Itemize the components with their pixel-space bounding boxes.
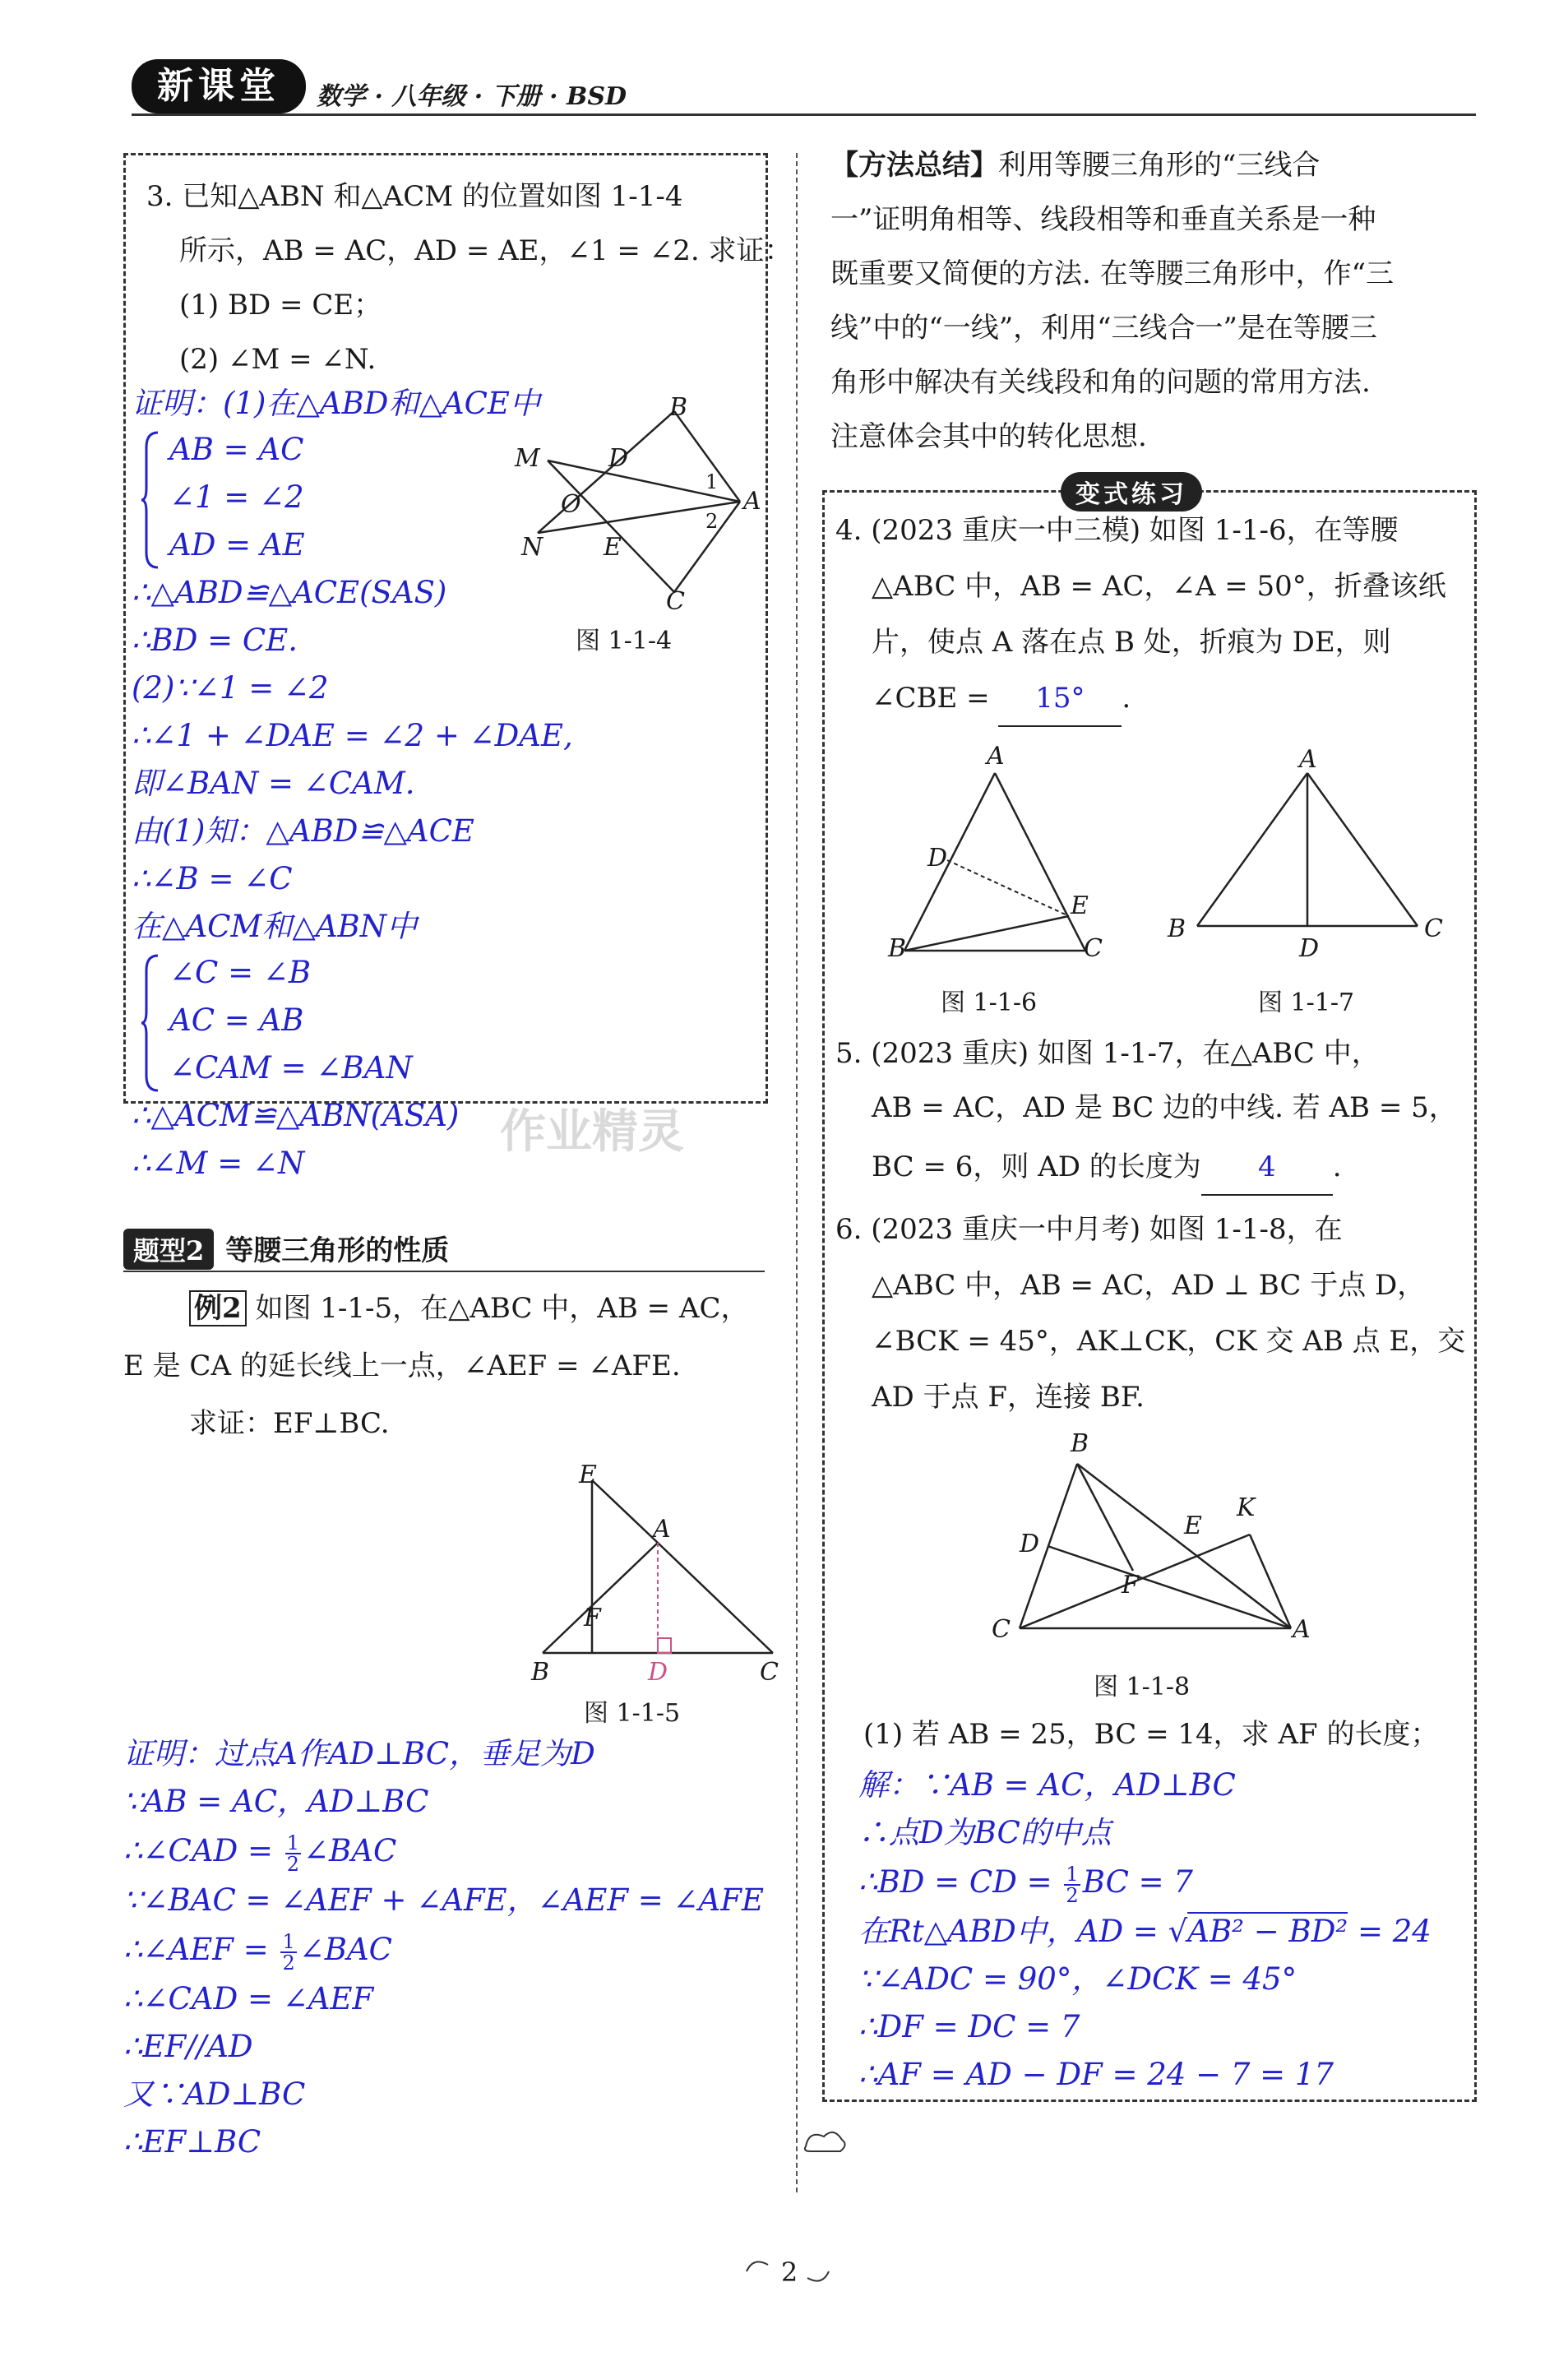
sol6-text: 在Rt△ABD中，AD = xyxy=(858,1914,1168,1949)
fig114-label: 1 xyxy=(705,470,719,493)
proof3-line: 由(1)知：△ABD≌△ACE xyxy=(132,813,474,849)
fig115-label: D xyxy=(648,1658,668,1687)
figure-caption: 图 1-1-5 xyxy=(584,1699,681,1728)
method-text: 利用等腰三角形的“三线合 xyxy=(998,149,1321,182)
proof3-line: ∴∠1 + ∠DAE = ∠2 + ∠DAE, xyxy=(132,718,573,753)
q4-line: ∠CBE = 15° . xyxy=(872,671,1131,727)
fig118-label: B xyxy=(1071,1429,1089,1458)
column-divider xyxy=(796,153,798,2192)
fig116-label: C xyxy=(1084,934,1103,963)
sol6-line: ∵∠ADC = 90°，∠DCK = 45° xyxy=(858,1961,1297,1997)
fig118-label: E xyxy=(1184,1512,1202,1540)
proof2-line xyxy=(123,1926,392,1974)
q6-line: △ABC 中，AB = AC，AD ⊥ BC 于点 D， xyxy=(872,1269,1426,1302)
fig114-label: D xyxy=(608,444,629,473)
sol6-line: ∴点D为BC的中点 xyxy=(858,1815,1112,1850)
fig114-label: E xyxy=(604,533,622,562)
q4-answer: 15° xyxy=(998,671,1122,727)
q3-line4: (2) ∠M = ∠N. xyxy=(179,343,377,376)
proof3-line: AC = AB xyxy=(169,1002,304,1038)
q3-line1: 3. 已知△ABN 和△ACM 的位置如图 1-1-4 xyxy=(146,180,683,213)
proof2-text: ∠BAC xyxy=(298,1932,392,1967)
fraction: $\frac{1}{2}$ xyxy=(1066,1862,1079,1907)
proof3-line: AD = AE xyxy=(169,527,305,562)
q4-text: ∠CBE = xyxy=(872,682,999,715)
q3-line2: 所示，AB = AC，AD = AE，∠1 = ∠2. 求证： xyxy=(179,234,793,267)
example-2-line1 xyxy=(189,1281,749,1336)
fraction: $\frac{1}{2}$ xyxy=(286,1831,300,1876)
fig117-label: B xyxy=(1168,914,1186,943)
figure-1-1-6 xyxy=(888,740,1102,970)
fig114-label: M xyxy=(515,444,540,473)
proof3-line: ∴BD = CE. xyxy=(132,623,298,658)
q6-line: ∠BCK = 45°，AK⊥CK，CK 交 AB 点 E，交 xyxy=(872,1325,1466,1358)
fig117-label: C xyxy=(1424,914,1443,943)
section-tag: 题型2 xyxy=(123,1229,214,1270)
header-rule xyxy=(132,113,1476,116)
section-heading xyxy=(123,1228,449,1271)
sol6-text: BC = 7 xyxy=(1082,1864,1193,1900)
fig115-label: C xyxy=(760,1658,779,1687)
fig117-label: D xyxy=(1299,934,1320,963)
q3-line3: (1) BD = CE； xyxy=(179,289,382,322)
proof3-line: ∴∠B = ∠C xyxy=(132,861,293,896)
fig118-label: D xyxy=(1020,1530,1040,1558)
section-title: 等腰三角形的性质 xyxy=(225,1234,450,1267)
fig118-label: C xyxy=(992,1615,1011,1644)
proof2-text: ∴∠AEF = xyxy=(123,1932,279,1967)
example-2-line2: E 是 CA 的延长线上一点，∠AEF = ∠AFE. xyxy=(123,1350,681,1382)
method-title: 【方法总结】 xyxy=(830,149,998,182)
page-number-decor-icon xyxy=(738,2253,837,2289)
fig116-label: E xyxy=(1071,891,1089,920)
proof2-text: ∠BAC xyxy=(303,1833,397,1868)
practice-tag: 变式练习 xyxy=(1061,472,1202,512)
proof2-line xyxy=(123,1827,396,1875)
sqrt-sign: √ xyxy=(1168,1914,1188,1949)
sol6-line: ∴AF = AD − DF = 24 − 7 = 17 xyxy=(858,2057,1334,2092)
proof3-line: ∴△ACM≌△ABN(ASA) xyxy=(132,1098,460,1133)
proof3-line: ∠C = ∠B xyxy=(169,955,312,990)
proof3-line: 证明：(1)在△ABD和△ACE中 xyxy=(132,386,540,421)
method-summary-line: 线”中的“一线”，利用“三线合一”是在等腰三 xyxy=(830,312,1377,345)
sol6-text: = 24 xyxy=(1348,1914,1432,1949)
book-logo: 新课堂 xyxy=(132,59,306,113)
figure-caption: 图 1-1-8 xyxy=(1094,1673,1191,1701)
q5-text: BC = 6，则 AD 的长度为 xyxy=(872,1150,1201,1183)
page-number: 2 xyxy=(780,2257,798,2288)
proof2-line: ∵∠BAC = ∠AEF + ∠AFE，∠AEF = ∠AFE xyxy=(123,1882,764,1918)
fig116-label: A xyxy=(987,742,1005,771)
proof2-text: ∴∠CAD = xyxy=(123,1833,283,1868)
proof3-line: 即∠BAN = ∠CAM. xyxy=(132,766,415,801)
fig118-label: A xyxy=(1293,1615,1311,1644)
q5-line: 5. (2023 重庆) 如图 1-1-7，在△ABC 中， xyxy=(835,1037,1380,1070)
fig114-label: B xyxy=(669,393,688,422)
brace-icon xyxy=(140,954,161,1092)
q4-line: 4. (2023 重庆一中三模) 如图 1-1-6，在等腰 xyxy=(835,514,1399,547)
proof3-line: ∠1 = ∠2 xyxy=(169,479,304,515)
fig117-label: A xyxy=(1299,745,1317,774)
proof3-line: ∴△ABD≌△ACE(SAS) xyxy=(132,575,447,610)
brace-icon xyxy=(140,431,161,569)
fig114-label: N xyxy=(521,533,543,562)
figure-caption: 图 1-1-6 xyxy=(941,988,1038,1017)
fig118-label: K xyxy=(1237,1493,1256,1522)
q5-line: BC = 6，则 AD 的长度为 4 . xyxy=(872,1140,1342,1196)
figure-1-1-8 xyxy=(995,1431,1324,1653)
decor-cloud-icon xyxy=(801,2122,850,2163)
fig116-label: B xyxy=(888,934,907,963)
fig115-label: E xyxy=(579,1461,597,1489)
q5-line: AB = AC，AD 是 BC 边的中线. 若 AB = 5， xyxy=(872,1091,1457,1124)
example-tag: 例2 xyxy=(189,1290,247,1326)
figure-1-1-4 xyxy=(510,395,756,617)
method-summary-line: 一”证明角相等、线段相等和垂直关系是一种 xyxy=(830,203,1376,236)
figure-caption: 图 1-1-7 xyxy=(1258,988,1355,1017)
proof2-line: 又∵AD⊥BC xyxy=(123,2076,306,2112)
fig118-label: F xyxy=(1122,1571,1139,1600)
method-summary-line: 既重要又简便的方法. 在等腰三角形中，作“三 xyxy=(830,257,1394,290)
fig114-label: 2 xyxy=(705,510,719,533)
fig116-label: D xyxy=(927,844,948,873)
fig114-label: O xyxy=(561,490,581,519)
sol6-line: ∴DF = DC = 7 xyxy=(858,2009,1080,2044)
figure-1-1-5 xyxy=(526,1480,789,1678)
proof2-line: 证明：过点A作AD⊥BC，垂足为D xyxy=(123,1736,595,1771)
fraction: $\frac{1}{2}$ xyxy=(282,1929,295,1975)
sol6-text: ∴BD = CD = xyxy=(858,1864,1062,1900)
proof3-line: 在△ACM和△ABN中 xyxy=(132,909,418,944)
method-summary-line: 角形中解决有关线段和角的问题的常用方法. xyxy=(830,366,1371,399)
proof3-line: ∴∠M = ∠N xyxy=(132,1146,305,1181)
proof2-line: ∵AB = AC，AD⊥BC xyxy=(123,1784,429,1819)
figure-caption: 图 1-1-4 xyxy=(576,627,673,655)
proof3-line: (2)∵∠1 = ∠2 xyxy=(132,670,329,706)
fig114-label: A xyxy=(743,487,761,516)
example-text: 如图 1-1-5，在△ABC 中，AB = AC， xyxy=(255,1292,749,1325)
q4-line: 片，使点 A 落在点 B 处，折痕为 DE，则 xyxy=(872,626,1391,659)
q6-line: 6. (2023 重庆一中月考) 如图 1-1-8，在 xyxy=(835,1213,1343,1246)
fig115-label: A xyxy=(653,1515,671,1544)
proof3-line: ∠CAM = ∠BAN xyxy=(169,1050,413,1086)
method-summary-line: 注意体会其中的转化思想. xyxy=(830,420,1147,453)
sol6-line: 解：∵AB = AC，AD⊥BC xyxy=(858,1767,1236,1803)
example-2-line3: 求证：EF⊥BC. xyxy=(189,1407,390,1440)
fig115-label: F xyxy=(584,1604,601,1632)
q5-answer: 4 xyxy=(1201,1140,1333,1196)
watermark: 作业精灵 xyxy=(500,1105,684,1159)
proof3-line: AB = AC xyxy=(169,432,304,467)
section-rule xyxy=(123,1271,765,1272)
sol6-line xyxy=(858,1859,1193,1906)
q6-line: AD 于点 F，连接 BF. xyxy=(872,1381,1145,1414)
sol6-radicand: AB² − BD² xyxy=(1187,1914,1348,1949)
q4-line: △ABC 中，AB = AC，∠A = 50°，折叠该纸 xyxy=(872,570,1446,603)
sol6-line xyxy=(858,1908,1432,1956)
fig115-label: B xyxy=(531,1658,550,1687)
fig114-label: C xyxy=(666,587,685,616)
proof2-line: ∴EF//AD xyxy=(123,2029,253,2064)
proof2-line: ∴∠CAD = ∠AEF xyxy=(123,1981,374,2016)
header-subtitle: 数学 · 八年级 · 下册 · BSD xyxy=(317,82,627,111)
method-summary-line1 xyxy=(830,138,1320,192)
proof2-line: ∴EF⊥BC xyxy=(123,2124,261,2160)
q6-sub1: (1) 若 AB = 25，BC = 14，求 AF 的长度； xyxy=(863,1718,1439,1751)
